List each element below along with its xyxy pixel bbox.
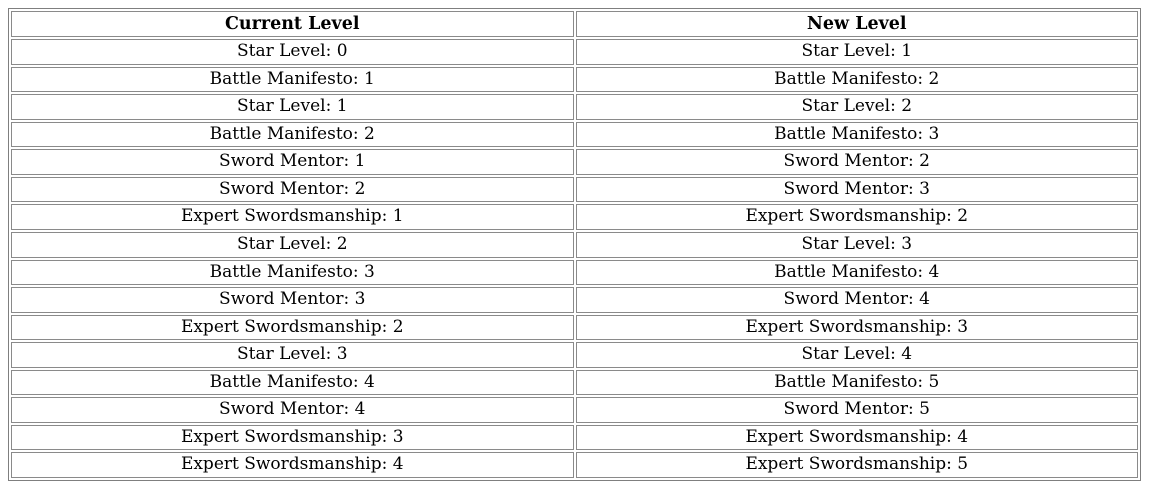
current-level-cell: Star Level: 0 — [11, 39, 574, 65]
table-row — [11, 149, 1138, 175]
new-level-cell: Battle Manifesto: 2 — [576, 67, 1139, 93]
new-level-cell: Battle Manifesto: 3 — [576, 122, 1139, 148]
table-row — [11, 67, 1138, 93]
current-level-cell: Sword Mentor: 4 — [11, 397, 574, 423]
table-row — [11, 177, 1138, 203]
new-level-cell: Battle Manifesto: 4 — [576, 260, 1139, 286]
current-level-cell: Expert Swordsmanship: 3 — [11, 425, 574, 451]
new-level-cell: Sword Mentor: 2 — [576, 149, 1139, 175]
current-level-cell: Battle Manifesto: 3 — [11, 260, 574, 286]
new-level-cell: Expert Swordsmanship: 2 — [576, 204, 1139, 230]
table-row — [11, 452, 1138, 478]
new-level-cell: Battle Manifesto: 5 — [576, 370, 1139, 396]
new-level-cell: Expert Swordsmanship: 5 — [576, 452, 1139, 478]
table-row — [11, 204, 1138, 230]
table-row — [11, 287, 1138, 313]
current-level-cell: Battle Manifesto: 4 — [11, 370, 574, 396]
current-level-cell: Battle Manifesto: 2 — [11, 122, 574, 148]
table-row — [11, 260, 1138, 286]
current-level-cell: Sword Mentor: 1 — [11, 149, 574, 175]
column-header-new-level: New Level — [576, 11, 1139, 37]
current-level-cell: Battle Manifesto: 1 — [11, 67, 574, 93]
table-body — [11, 39, 1138, 478]
current-level-cell: Sword Mentor: 2 — [11, 177, 574, 203]
current-level-cell: Star Level: 3 — [11, 342, 574, 368]
table-row — [11, 122, 1138, 148]
new-level-cell: Sword Mentor: 4 — [576, 287, 1139, 313]
table-row — [11, 94, 1138, 120]
new-level-cell: Expert Swordsmanship: 4 — [576, 425, 1139, 451]
current-level-cell: Star Level: 2 — [11, 232, 574, 258]
table-row — [11, 315, 1138, 341]
table-row — [11, 39, 1138, 65]
new-level-cell: Expert Swordsmanship: 3 — [576, 315, 1139, 341]
new-level-cell: Sword Mentor: 5 — [576, 397, 1139, 423]
current-level-cell: Expert Swordsmanship: 2 — [11, 315, 574, 341]
level-upgrade-table — [8, 8, 1141, 481]
table-row — [11, 425, 1138, 451]
new-level-cell: Star Level: 4 — [576, 342, 1139, 368]
new-level-cell: Star Level: 3 — [576, 232, 1139, 258]
new-level-cell: Star Level: 2 — [576, 94, 1139, 120]
new-level-cell: Sword Mentor: 3 — [576, 177, 1139, 203]
column-header-current-level: Current Level — [11, 11, 574, 37]
table-row — [11, 342, 1138, 368]
header-row — [11, 11, 1138, 37]
new-level-cell: Star Level: 1 — [576, 39, 1139, 65]
table-row — [11, 397, 1138, 423]
current-level-cell: Sword Mentor: 3 — [11, 287, 574, 313]
table-row — [11, 370, 1138, 396]
table-row — [11, 232, 1138, 258]
current-level-cell: Star Level: 1 — [11, 94, 574, 120]
current-level-cell: Expert Swordsmanship: 1 — [11, 204, 574, 230]
current-level-cell: Expert Swordsmanship: 4 — [11, 452, 574, 478]
